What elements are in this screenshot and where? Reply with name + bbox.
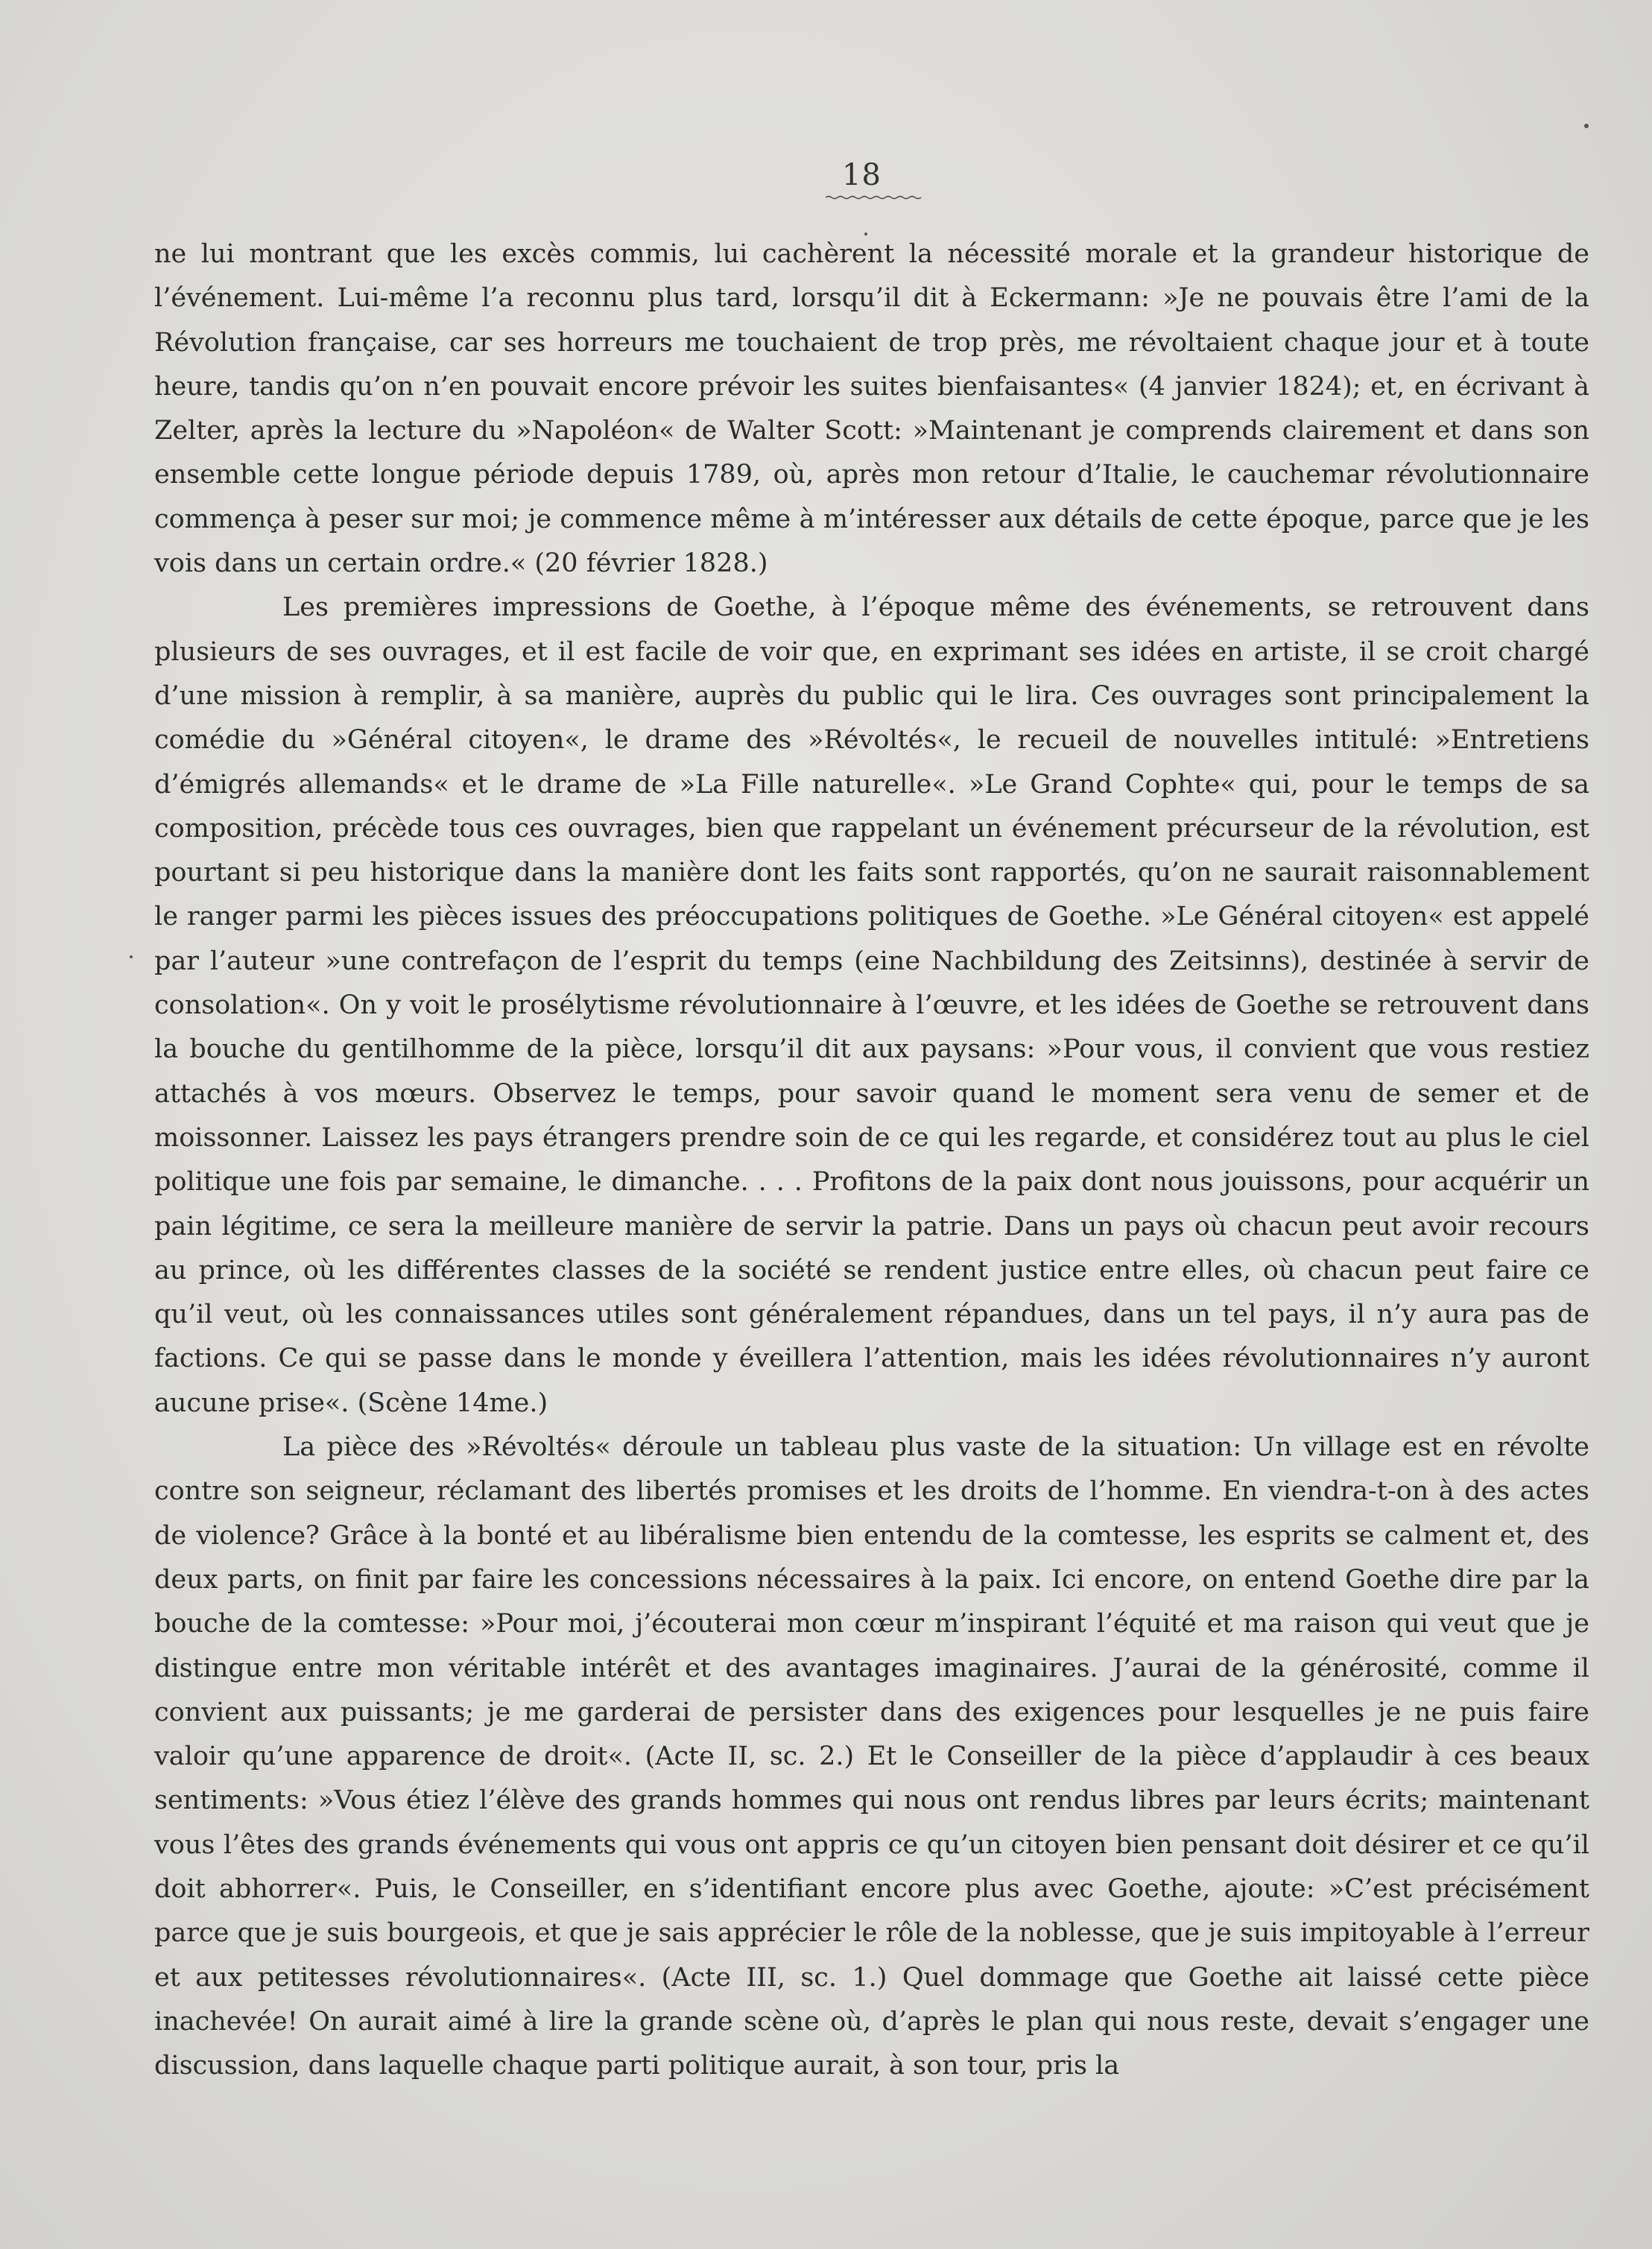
body-text (154, 233, 1589, 2088)
page-number: 18 (842, 158, 882, 192)
paragraph-goethe-impressions: Les premières impressions de Goethe, à l’époque même des événements, se retrouvent dans plusieurs de ses ouvrages, et il est facile de voir que, en exprimant ses idées en artiste, il se croit chargé d’une mission à remplir, à sa manière, auprès du public qui le lira. Ces ouvrages sont principalement la comédie du »Général citoyen«, le drame des »Révoltés«, le recueil de nouvelles intitulé: »Entretiens d’émigrés allemands« et le drame de »La Fille naturelle«. »Le Grand Cophte« qui, pour le temps de sa composition, précède tous ces ouvrages, bien que rappelant un événement précurseur de la révolution, est pourtant si peu historique dans la manière dont les faits sont rapportés, qu’on ne saurait raisonnablement le ranger parmi les pièces issues des préoccupations politiques de Goethe. »Le Général citoyen« est appelé par l’auteur »une contrefaçon de l’esprit du temps (eine Nachbildung des Zeitsinns), destinée à servir de consolation«. On y voit le prosélytisme révolutionnaire à l’œuvre, et les idées de Goethe se retrouvent dans la bouche du gentilhomme de la pièce, lorsqu’il dit aux paysans: »Pour vous, il convient que vous restiez attachés à vos mœurs. Observez le temps, pour savoir quand le moment sera venu de semer et de moissonner. Laissez les pays étrangers prendre soin de ce qui les regarde, et considérez tout au plus le ciel politique une fois par semaine, le dimanche. . . . Profitons de la paix dont nous jouissons, pour acquérir un pain légitime, ce sera la meilleure manière de servir la patrie. Dans un pays où chacun peut avoir recours au prince, où les différentes classes de la société se rendent justice entre elles, où chacun peut faire ce qu’il veut, où les connaissances utiles sont généralement répandues, dans un tel pays, il n’y aura pas de factions. Ce qui se passe dans le monde y éveillera l’attention, mais les idées révolutionnaires n’y auront aucune prise«. (Scène 14me.) (154, 592, 1589, 1418)
paragraph-continuation: ne lui montrant que les excès commis, lui cachèrent la nécessité morale et la grandeur historique de l’événement. Lui-même l’a reconnu plus tard, lorsqu’il dit à Eckermann: »Je ne pouvais être l’ami de la Révolution française, car ses horreurs me touchaient de trop près, me révoltaient chaque jour et à toute heure, tandis qu’on n’en pouvait encore prévoir les suites bienfaisantes« (4 janvier 1824); et, en écrivant à Zelter, après la lecture du »Napoléon« de Walter Scott: »Maintenant je comprends clairement et dans son ensemble cette longue période depuis 1789, où, après mon retour d’Italie, le cauchemar révolutionnaire commença à peser sur moi; je commence même à m’intéresser aux détails de cette époque, parce que je les vois dans un certain ordre.« (20 février 1828.) (154, 239, 1589, 579)
scan-speck (864, 233, 867, 235)
page-number-ornament (826, 195, 922, 200)
scan-speck (1584, 124, 1589, 128)
scan-speck (130, 955, 133, 958)
paragraph-revoltes: La pièce des »Révoltés« déroule un tableau plus vaste de la situation: Un village est en révolte contre son seigneur, réclamant des libertés promises et les droits de l’homme. En viendra-t-on à des actes de violence? Grâce à la bonté et au libéralisme bien entendu de la comtesse, les esprits se calment et, des deux parts, on finit par faire les concessions nécessaires à la paix. Ici encore, on entend Goethe dire par la bouche de la comtesse: »Pour moi, j’écouterai mon cœur m’inspirant l’équité et ma raison qui veut que je distingue entre mon véritable intérêt et des avantages imaginaires. J’aurai de la générosité, comme il convient aux puissants; je me garderai de persister dans des exigences pour lesquelles je ne puis faire valoir qu’une apparence de droit«. (Acte II, sc. 2.) Et le Conseiller de la pièce d’applaudir à ces beaux sentiments: »Vous étiez l’élève des grands hommes qui nous ont rendus libres par leurs écrits; maintenant vous l’êtes des grands événements qui vous ont appris ce qu’un citoyen bien pensant doit désirer et ce qu’il doit abhorrer«. Puis, le Conseiller, en s’identifiant encore plus avec Goethe, ajoute: »C’est précisément parce que je suis bourgeois, et que je sais apprécier le rôle de la noblesse, que je suis impitoyable à l’erreur et aux petitesses révolutionnaires«. (Acte III, sc. 1.) Quel dommage que Goethe ait laissé cette pièce inachevée! On aurait aimé à lire la grande scène où, d’après le plan qui nous reste, devait s’engager une discussion, dans laquelle chaque parti politique aurait, à son tour, pris la (154, 1432, 1589, 2081)
